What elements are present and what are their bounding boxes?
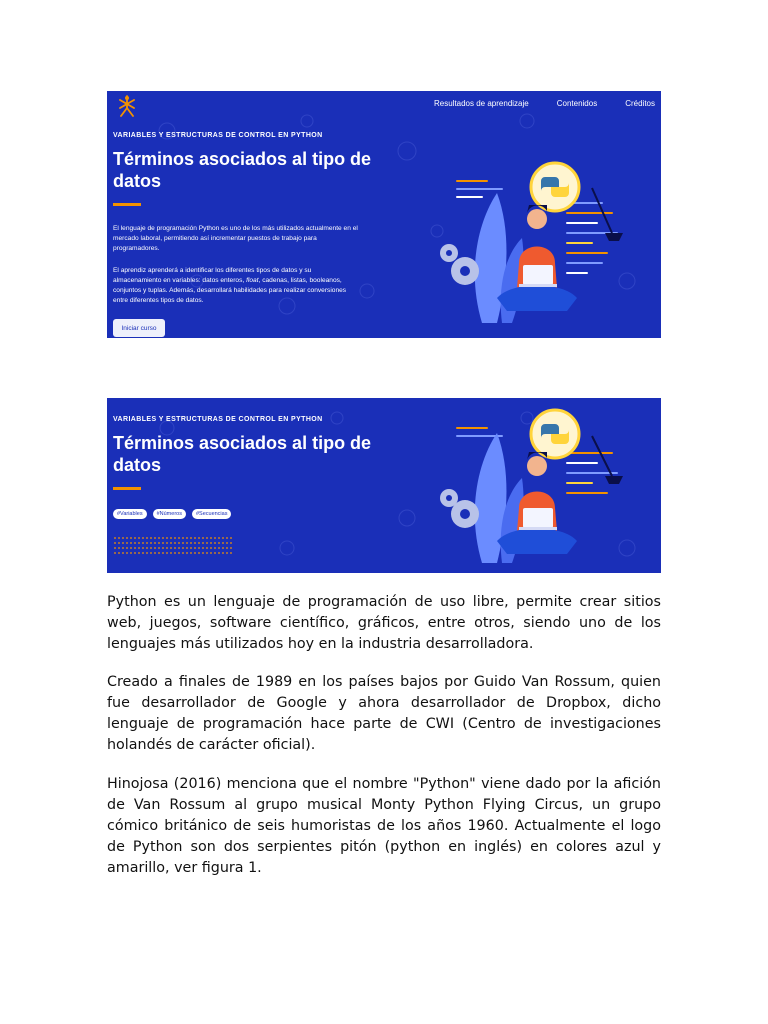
tag-list xyxy=(113,509,231,519)
tag-sequences[interactable]: #Secuencias xyxy=(192,509,232,519)
intro-paragraph: El lenguaje de programación Python es uno de los más utilizados actualmente en el mercado laboral, permitiendo así incrementar puestos de trabajo para programadores. xyxy=(113,225,358,252)
objective-paragraph: El aprendiz aprenderá a identificar los diferentes tipos de datos y su almacenamiento en variables: datos enteros, float, cadenas, listas, booleanos, conjuntos y tuplas. Además, desarrollará habilidades para realizar conversiones entre diferentes tipos de datos. xyxy=(113,267,347,304)
tag-variables[interactable]: #Variables xyxy=(113,509,147,519)
nav-credits[interactable]: Créditos xyxy=(625,99,655,108)
programmer-illustration xyxy=(427,398,657,573)
orange-dot-grid xyxy=(113,536,233,556)
programmer-illustration xyxy=(427,153,657,333)
start-course-button[interactable]: Iniciar curso xyxy=(113,319,165,337)
tag-numbers[interactable]: #Números xyxy=(153,509,186,519)
banner-title: Términos asociados al tipo de datos xyxy=(113,433,372,475)
top-navigation xyxy=(434,99,655,108)
sena-logo xyxy=(114,94,140,118)
body-paragraph-3: Hinojosa (2016) menciona que el nombre "Python" viene dado por la afición de Van Rossum al grupo musical Monty Python Flying Circus, un grupo cómico británico de seis humoristas de los años 1960. Actualmente el logo de Python son dos serpientes pitón (python en inglés) en colores azul y amarillo, ver figura 1. xyxy=(107,776,661,876)
nav-learning-outcomes[interactable]: Resultados de aprendizaje xyxy=(433,99,529,108)
banner-eyebrow: VARIABLES Y ESTRUCTURAS DE CONTROL EN PYTHON xyxy=(113,132,323,139)
course-banner-full xyxy=(107,91,661,338)
banner-title: Términos asociados al tipo de datos xyxy=(113,149,372,191)
orange-accent-rule xyxy=(113,203,141,206)
body-paragraph-1: Python es un lenguaje de programación de uso libre, permite crear sitios web, juegos, software científico, gráficos, entre otros, siendo uno de los lenguajes más utilizados hoy en la industria desarrolladora. xyxy=(107,594,661,652)
body-paragraph-2: Creado a finales de 1989 en los países bajos por Guido Van Rossum, quien fue desarrollador de Google y ahora desarrollador de Dropbox, dicho lenguaje de programación hace parte de CWI (Centro de investigaciones holandés de carácter oficial). xyxy=(107,674,661,753)
course-banner-compact xyxy=(107,398,661,573)
nav-contents[interactable]: Contenidos xyxy=(556,99,598,108)
banner-eyebrow: VARIABLES Y ESTRUCTURAS DE CONTROL EN PYTHON xyxy=(113,416,323,423)
orange-accent-rule xyxy=(113,487,141,490)
